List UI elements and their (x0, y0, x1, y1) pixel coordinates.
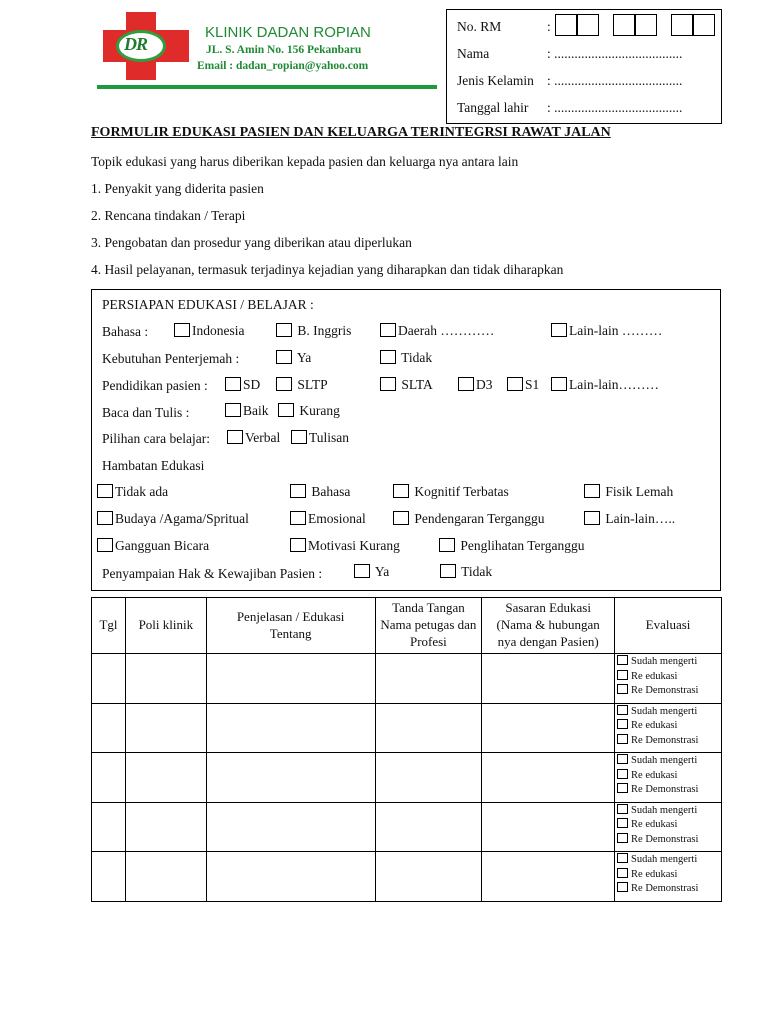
checkbox[interactable] (507, 377, 523, 391)
rm-digit-box[interactable] (671, 14, 693, 36)
gender-field[interactable]: : ...................................... (547, 73, 683, 88)
option-label: Motivasi Kurang (308, 538, 400, 553)
baca-option-kurang[interactable] (278, 403, 340, 419)
education-preparation-section (91, 289, 721, 591)
eval-option[interactable] (617, 769, 721, 784)
option-label: Sudah mengerti (631, 854, 698, 866)
pendidikan-option-s1[interactable] (507, 377, 539, 393)
cell-poli[interactable] (125, 703, 206, 753)
option-label: Kurang (299, 403, 340, 418)
topic-item: 2. Rencana tindakan / Terapi (91, 208, 246, 223)
option-label: Lain-lain….. (605, 511, 676, 526)
checkbox[interactable] (380, 350, 396, 364)
gender-label: Jenis Kelamin (457, 73, 534, 88)
option-label: Re edukasi (631, 720, 678, 732)
eval-option[interactable] (617, 882, 721, 897)
cara-option-tulisan[interactable] (291, 430, 349, 446)
table-row (92, 703, 722, 753)
option-label: SLTA (401, 377, 433, 392)
prep-heading: PERSIAPAN EDUKASI / BELAJAR : (102, 297, 314, 312)
checkbox[interactable] (393, 511, 409, 525)
hambatan-option[interactable] (439, 538, 585, 554)
hambatan-label: Hambatan Edukasi (102, 458, 205, 473)
option-label: Re Demonstrasi (631, 833, 699, 845)
option-label: Lain-lain ……… (569, 323, 663, 338)
table-header-row (92, 598, 722, 654)
checkbox[interactable] (290, 538, 306, 552)
checkbox[interactable] (458, 377, 474, 391)
col-header-penjelasan: Penjelasan / Edukasi Tentang (206, 598, 375, 654)
checkbox[interactable] (617, 719, 628, 729)
cell-tanda-tangan[interactable] (375, 852, 482, 902)
checkbox[interactable] (440, 564, 456, 578)
checkbox[interactable] (617, 833, 628, 843)
cell-penjelasan[interactable] (206, 852, 375, 902)
option-label: Re edukasi (631, 868, 678, 880)
cell-poli[interactable] (125, 802, 206, 852)
cara-option-verbal[interactable] (227, 430, 280, 446)
eval-option[interactable] (617, 754, 721, 769)
checkbox[interactable] (174, 323, 190, 337)
dob-field[interactable]: : ...................................... (547, 100, 683, 115)
option-label: Sudah mengerti (631, 755, 698, 767)
eval-option[interactable] (617, 868, 721, 883)
option-label: Sudah mengerti (631, 804, 698, 816)
form-title: FORMULIR EDUKASI PASIEN DAN KELUARGA TERINTEGRSI RAWAT JALAN (91, 125, 611, 140)
cara-belajar-label: Pilihan cara belajar: (102, 431, 210, 446)
checkbox[interactable] (276, 323, 292, 337)
checkbox[interactable] (617, 769, 628, 779)
baca-option-baik[interactable] (225, 403, 269, 419)
hambatan-option[interactable] (290, 538, 400, 554)
checkbox[interactable] (97, 484, 113, 498)
hambatan-option[interactable] (97, 511, 249, 527)
hambatan-option[interactable] (290, 484, 350, 500)
checkbox[interactable] (551, 377, 567, 391)
checkbox[interactable] (617, 853, 628, 863)
option-label: Ya (374, 564, 390, 579)
col-header-tanda-tangan: Tanda Tangan Nama petugas dan Profesi (375, 598, 482, 654)
rm-label: No. RM (457, 19, 502, 34)
cell-tanda-tangan[interactable] (375, 654, 482, 704)
checkbox[interactable] (617, 804, 628, 814)
checkbox[interactable] (617, 882, 628, 892)
checkbox[interactable] (584, 511, 600, 525)
checkbox[interactable] (97, 511, 113, 525)
option-label: Budaya /Agama/Spritual (115, 511, 249, 526)
penerjemah-option-tidak[interactable] (380, 350, 432, 366)
cell-evaluasi (615, 753, 722, 803)
cell-sasaran[interactable] (482, 852, 615, 902)
checkbox[interactable] (227, 430, 243, 444)
col-header-sasaran: Sasaran Edukasi (Nama & hubungan nya dengan Pasien) (482, 598, 615, 654)
hambatan-option[interactable] (97, 538, 209, 554)
cell-tanda-tangan[interactable] (375, 703, 482, 753)
option-label: Emosional (308, 511, 366, 526)
cell-poli[interactable] (125, 753, 206, 803)
option-label: Re edukasi (631, 769, 678, 781)
bahasa-option-inggris[interactable] (276, 323, 351, 339)
checkbox[interactable] (290, 511, 306, 525)
rm-digit-box[interactable] (613, 14, 635, 36)
checkbox[interactable] (380, 323, 396, 337)
clinic-email: Email : dadan_ropian@yahoo.com (197, 60, 369, 72)
hak-option-ya[interactable] (354, 564, 389, 580)
pendidikan-option-lain[interactable] (551, 377, 659, 393)
option-label: Kognitif Terbatas (414, 484, 509, 499)
eval-option[interactable] (617, 783, 721, 798)
hak-kewajiban-label: Penyampaian Hak & Kewajiban Pasien : (102, 566, 323, 581)
cell-tgl[interactable] (92, 753, 126, 803)
table-row (92, 852, 722, 902)
penerjemah-label: Kebutuhan Penterjemah : (102, 351, 240, 366)
education-record-table (91, 597, 722, 902)
clinic-address: JL. S. Amin No. 156 Pekanbaru (206, 44, 362, 56)
pendidikan-option-sd[interactable] (225, 377, 260, 393)
cell-penjelasan[interactable] (206, 703, 375, 753)
checkbox[interactable] (617, 670, 628, 680)
checkbox[interactable] (354, 564, 370, 578)
cell-evaluasi (615, 802, 722, 852)
checkbox[interactable] (617, 684, 628, 694)
hak-option-tidak[interactable] (440, 564, 492, 580)
hambatan-option[interactable] (393, 484, 509, 500)
option-label: Gangguan Bicara (115, 538, 210, 553)
cell-tgl[interactable] (92, 852, 126, 902)
rm-digit-box[interactable] (555, 14, 577, 36)
cell-penjelasan[interactable] (206, 802, 375, 852)
option-label: Sudah mengerti (631, 656, 698, 667)
cell-tgl[interactable] (92, 703, 126, 753)
option-label: Baik (243, 403, 269, 418)
penerjemah-option-ya[interactable] (276, 350, 311, 366)
option-label: Indonesia (192, 323, 245, 338)
checkbox[interactable] (617, 754, 628, 764)
rm-digit-box[interactable] (635, 14, 657, 36)
cell-tgl[interactable] (92, 802, 126, 852)
rm-colon: : (547, 19, 551, 34)
logo-letters: DR (124, 34, 148, 54)
intro-text: Topik edukasi yang harus diberikan kepada pasien dan keluarga nya antara lain (91, 154, 519, 169)
option-label: Tidak ada (115, 484, 169, 499)
option-label: S1 (525, 377, 540, 392)
checkbox[interactable] (276, 377, 292, 391)
option-label: B. Inggris (297, 323, 352, 338)
option-label: Penglihatan Terganggu (460, 538, 585, 553)
hambatan-option[interactable] (393, 511, 545, 527)
checkbox[interactable] (393, 484, 409, 498)
cell-sasaran[interactable] (482, 802, 615, 852)
checkbox[interactable] (97, 538, 113, 552)
eval-option[interactable] (617, 804, 721, 819)
option-label: Re edukasi (631, 670, 678, 682)
checkbox[interactable] (291, 430, 307, 444)
checkbox[interactable] (276, 350, 292, 364)
table-row (92, 802, 722, 852)
cell-poli[interactable] (125, 852, 206, 902)
checkbox[interactable] (225, 403, 241, 417)
eval-option[interactable] (617, 833, 721, 848)
option-label: Re Demonstrasi (631, 685, 699, 696)
hambatan-option[interactable] (584, 511, 675, 527)
bahasa-label: Bahasa : (102, 324, 149, 339)
eval-option[interactable] (617, 705, 721, 720)
hambatan-option[interactable] (97, 484, 168, 500)
eval-option[interactable] (617, 719, 721, 734)
name-field[interactable]: : ...................................... (547, 46, 683, 61)
option-label: SD (243, 377, 261, 392)
eval-option[interactable] (617, 670, 721, 685)
hambatan-option[interactable] (290, 511, 366, 527)
pendidikan-option-d3[interactable] (458, 377, 493, 393)
col-header-evaluasi: Evaluasi (615, 598, 722, 654)
topic-item: 3. Pengobatan dan prosedur yang diberikan atau diperlukan (91, 235, 412, 250)
checkbox[interactable] (380, 377, 396, 391)
checkbox[interactable] (551, 323, 567, 337)
option-label: Verbal (245, 430, 281, 445)
option-label: Daerah ………… (398, 323, 495, 338)
cell-penjelasan[interactable] (206, 753, 375, 803)
cell-poli[interactable] (125, 654, 206, 704)
checkbox[interactable] (617, 818, 628, 828)
option-label: SLTP (297, 377, 328, 392)
eval-option[interactable] (617, 684, 721, 699)
cell-tanda-tangan[interactable] (375, 802, 482, 852)
option-label: Fisik Lemah (605, 484, 674, 499)
cell-sasaran[interactable] (482, 753, 615, 803)
cell-tgl[interactable] (92, 654, 126, 704)
option-label: Lain-lain……… (569, 377, 659, 392)
hambatan-option[interactable] (584, 484, 673, 500)
checkbox[interactable] (584, 484, 600, 498)
option-label: D3 (476, 377, 493, 392)
table-row (92, 753, 722, 803)
option-label: Ya (296, 350, 312, 365)
col-header-poli: Poli klinik (125, 598, 206, 654)
cell-sasaran[interactable] (482, 703, 615, 753)
topic-item: 4. Hasil pelayanan, termasuk terjadinya kejadian yang diharapkan dan tidak diharapkan (91, 262, 564, 277)
eval-option[interactable] (617, 853, 721, 868)
patient-info-box (446, 9, 722, 124)
rm-digit-box[interactable] (577, 14, 599, 36)
checkbox[interactable] (617, 868, 628, 878)
cell-evaluasi (615, 654, 722, 704)
cell-sasaran[interactable] (482, 654, 615, 704)
option-label: Pendengaran Terganggu (414, 511, 545, 526)
option-label: Bahasa (311, 484, 351, 499)
cell-evaluasi (615, 703, 722, 753)
checkbox[interactable] (617, 705, 628, 715)
bahasa-option-indonesia[interactable] (174, 323, 244, 339)
checkbox[interactable] (439, 538, 455, 552)
option-label: Re edukasi (631, 819, 678, 831)
eval-option[interactable] (617, 818, 721, 833)
baca-tulis-label: Baca dan Tulis : (102, 405, 190, 420)
option-label: Tulisan (309, 430, 350, 445)
option-label: Re Demonstrasi (631, 883, 699, 895)
pendidikan-label: Pendidikan pasien : (102, 378, 208, 393)
cell-penjelasan[interactable] (206, 654, 375, 704)
pendidikan-option-sltp[interactable] (276, 377, 328, 393)
eval-option[interactable] (617, 655, 721, 670)
checkbox[interactable] (290, 484, 306, 498)
option-label: Tidak (461, 564, 493, 579)
option-label: Re Demonstrasi (631, 784, 699, 796)
option-label: Sudah mengerti (631, 705, 698, 717)
bahasa-option-daerah[interactable] (380, 323, 494, 339)
clinic-name: KLINIK DADAN ROPIAN (205, 24, 371, 41)
cell-evaluasi (615, 852, 722, 902)
rm-digit-box[interactable] (693, 14, 715, 36)
table-row (92, 654, 722, 704)
eval-option[interactable] (617, 734, 721, 749)
checkbox[interactable] (617, 655, 628, 665)
cell-tanda-tangan[interactable] (375, 753, 482, 803)
pendidikan-option-slta[interactable] (380, 377, 433, 393)
topic-item: 1. Penyakit yang diderita pasien (91, 181, 264, 196)
col-header-tgl: Tgl (92, 598, 126, 654)
option-label: Tidak (401, 350, 433, 365)
name-label: Nama (457, 46, 490, 61)
option-label: Re Demonstrasi (631, 734, 699, 746)
checkbox[interactable] (225, 377, 241, 391)
checkbox[interactable] (278, 403, 294, 417)
checkbox[interactable] (617, 734, 628, 744)
dob-label: Tanggal lahir (457, 100, 529, 115)
bahasa-option-lain[interactable] (551, 323, 662, 339)
checkbox[interactable] (617, 783, 628, 793)
header-divider (97, 85, 437, 89)
